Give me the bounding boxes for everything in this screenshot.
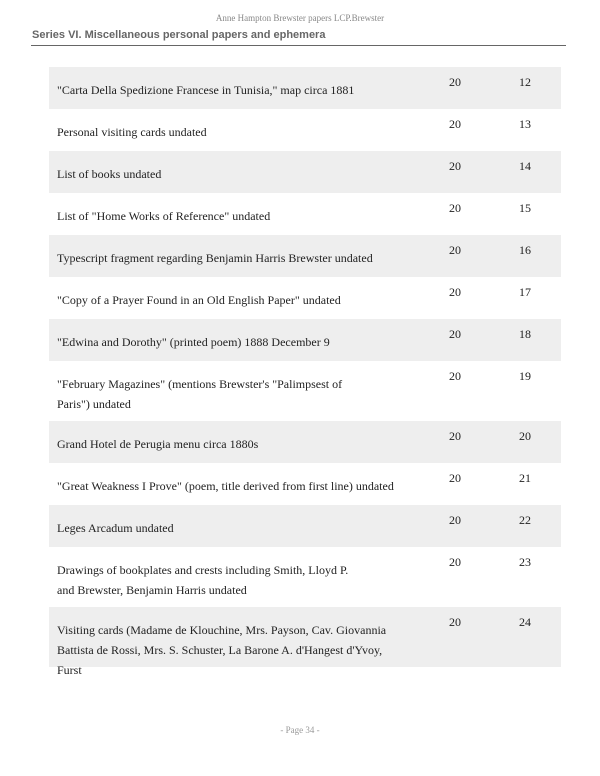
running-head: Anne Hampton Brewster papers LCP.Brewster (215, 13, 385, 23)
box-number: 20 (449, 201, 461, 215)
table-row (49, 421, 561, 463)
item-description: "Carta Della Spedizione Francese in Tunisia," map circa 1881 (57, 83, 355, 97)
box-number: 20 (449, 429, 461, 443)
folder-number: 13 (519, 117, 531, 131)
box-number: 20 (449, 75, 461, 89)
folder-number: 21 (519, 471, 531, 485)
box-number: 20 (449, 285, 461, 299)
item-description: Drawings of bookplates and crests including Smith, Lloyd P. and Brewster, Benjamin Harris undated (57, 563, 349, 597)
container-list-table (49, 67, 561, 677)
table-row (49, 319, 561, 361)
folder-number: 16 (519, 243, 531, 257)
table-row (49, 463, 561, 505)
box-number: 20 (449, 117, 461, 131)
folder-number: 19 (519, 369, 531, 383)
item-description: "February Magazines" (mentions Brewster's "Palimpsest of Paris") undated (57, 377, 343, 411)
folder-number: 23 (519, 555, 531, 569)
item-description: List of books undated (57, 167, 162, 181)
table-row (49, 277, 561, 319)
box-number: 20 (449, 555, 461, 569)
folder-number: 12 (519, 75, 531, 89)
page-number: - Page 34 - (280, 725, 320, 735)
box-number: 20 (449, 471, 461, 485)
folder-number: 22 (519, 513, 531, 527)
folder-number: 20 (519, 429, 531, 443)
table-row (49, 109, 561, 151)
box-number: 20 (449, 159, 461, 173)
table-row (49, 193, 561, 235)
item-description: "Edwina and Dorothy" (printed poem) 1888 December 9 (57, 335, 330, 349)
folder-number: 15 (519, 201, 531, 215)
item-description: "Copy of a Prayer Found in an Old English Paper" undated (57, 293, 341, 307)
table-row (49, 505, 561, 547)
item-description: Grand Hotel de Perugia menu circa 1880s (57, 437, 259, 451)
item-description: List of "Home Works of Reference" undated (57, 209, 271, 223)
item-description: Personal visiting cards undated (57, 125, 207, 139)
header-rule (31, 45, 566, 46)
table-row (49, 607, 561, 677)
folder-number: 24 (519, 615, 531, 629)
box-number: 20 (449, 513, 461, 527)
series-title: Series VI. Miscellaneous personal papers and ephemera (32, 29, 326, 41)
item-description: Visiting cards (Madame de Klouchine, Mrs. Payson, Cav. Giovannia Battista de Rossi, Mrs. S. Schuster, La Barone A. d'Hangest d'Yvoy, Furst (57, 623, 387, 677)
folder-number: 17 (519, 285, 531, 299)
box-number: 20 (449, 369, 461, 383)
item-description: Leges Arcadum undated (57, 521, 174, 535)
box-number: 20 (449, 615, 461, 629)
folder-number: 18 (519, 327, 531, 341)
box-number: 20 (449, 243, 461, 257)
box-number: 20 (449, 327, 461, 341)
item-description: "Great Weakness I Prove" (poem, title derived from first line) undated (57, 479, 394, 493)
table-row (49, 235, 561, 277)
item-description: Typescript fragment regarding Benjamin Harris Brewster undated (57, 251, 373, 265)
folder-number: 14 (519, 159, 531, 173)
table-row (49, 547, 561, 607)
table-row (49, 151, 561, 193)
table-row (49, 361, 561, 421)
table-row (49, 67, 561, 109)
